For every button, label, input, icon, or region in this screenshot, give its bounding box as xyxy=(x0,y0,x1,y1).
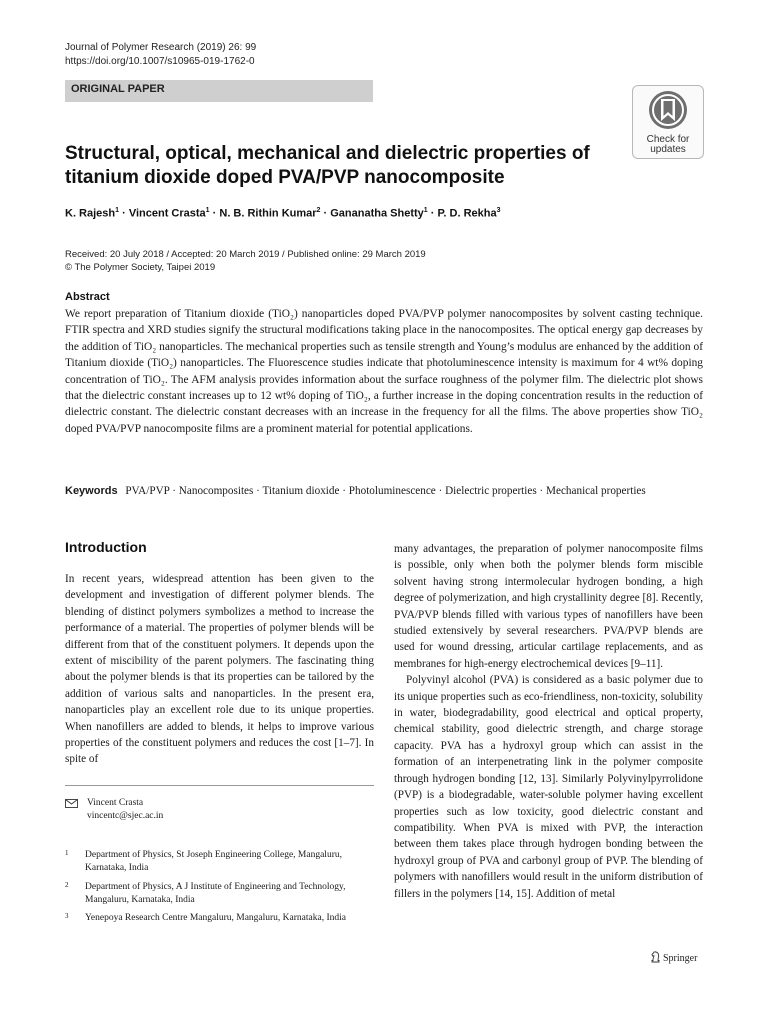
affiliation-item xyxy=(65,912,374,928)
introduction-heading: Introduction xyxy=(65,539,147,555)
body-column-left xyxy=(65,571,374,768)
envelope-icon xyxy=(65,799,78,808)
affiliation-number: 1 xyxy=(65,849,69,857)
publisher-name: Springer xyxy=(663,953,698,964)
bookmark-ribbon-icon xyxy=(648,90,688,130)
author-affil-sup: 1 xyxy=(423,207,428,214)
affiliation-item xyxy=(65,881,374,909)
article-history xyxy=(65,248,426,274)
copyright-line xyxy=(65,261,426,274)
author-affil-sup: 2 xyxy=(316,207,321,214)
section-label-band xyxy=(65,80,373,102)
footnote-rule xyxy=(65,785,374,786)
author-separator: · xyxy=(212,207,217,220)
affiliation-text: Yenepoya Research Centre Mangaluru, Mangaluru, Karnataka, India xyxy=(85,913,346,923)
author-separator: · xyxy=(122,207,126,220)
check-for-updates-line1: Check for xyxy=(646,134,690,145)
affiliation-item xyxy=(65,849,374,877)
intro-paragraph: In recent years, widespread attention has been given to the development and investigation of different polymer blends. The blending of distinct polymers symbolizes a method to increase the performance of a material. The properties of polymer blends will be different from that of the constituent polymers. It depends upon the extent of miscibility of the parent polymers. The fascinating thing about the polymer blends is that its properties can be tailored by the addition of various salts and nanoparticles. In the present era, nanoparticles play an excellent role due to its unique properties. When nanofillers are added to blends, it helps to improve various properties of the constituent polymers and reduces the cost [1–7]. In spite of xyxy=(65,573,374,766)
intro-paragraph: Polyvinyl alcohol (PVA) is considered as a basic polymer due to its unique properties such as eco-friendliness, non-toxicity, solubility in water, biodegradability, good electrical and optical property, chemical stability, good dielectric strength, and charge storage capacity. PVA has a hydroxyl group which can assist in the formation of an interpenetrating link in the polymer composite through hydrogen bonding [12, 13]. Similarly Polyvinylpyrrolidone (PVP) is a biodegradable, water-soluble polymer having excellent properties such as low toxicity, good dielectric constant and compatibility. When PVA is mixed with PVP, the interaction between them takes place through hydrogen bonding between the hydroxyl group of PVA and carbonyl group of PVP. The blending of polymers with nanofillers would result in the uniform distribution of fillers in the polymers [14, 15]. Addition of metal xyxy=(394,674,703,900)
journal-header xyxy=(65,41,256,69)
author-name[interactable]: Gananatha Shetty xyxy=(330,207,424,220)
affiliation-number: 3 xyxy=(65,912,69,920)
copyright-text: The Polymer Society, Taipei 2019 xyxy=(74,262,216,273)
abstract-heading: Abstract xyxy=(65,291,110,303)
correspondence xyxy=(65,797,374,827)
author-affil-sup: 1 xyxy=(115,207,120,214)
affiliation-text: Department of Physics, A J Institute of Engineering and Technology, Mangaluru, Karnataka, India xyxy=(85,882,346,905)
intro-paragraph: many advantages, the preparation of polymer nanocomposite films is possible, only when both the polymer blends form miscible solvent having strong intermolecular hydrogen bonding, a high degree of polymerization, and high crystallinity degree [8]. Recently, PVA/PVP blends filled with various types of nanofillers have been studied extensively by several researchers. PVA/PVP blends are used for wound dressing, articular cartilage replacements, and as membranes for high-energy electrochemical devices [9–11]. xyxy=(394,543,703,670)
author-affil-sup: 1 xyxy=(205,207,210,214)
copyright-icon: © xyxy=(65,262,72,273)
author-separator: · xyxy=(323,207,328,220)
author-list xyxy=(65,207,501,220)
corresponding-email[interactable]: vincentc@sjec.ac.in xyxy=(87,811,164,821)
journal-citation: Journal of Polymer Research (2019) 26: 99 xyxy=(65,42,257,53)
author-name[interactable]: K. Rajesh xyxy=(65,207,116,220)
author-name[interactable]: P. D. Rekha xyxy=(437,207,497,220)
keywords xyxy=(65,485,646,497)
section-label: ORIGINAL PAPER xyxy=(71,83,165,95)
chess-knight-icon xyxy=(650,951,661,963)
abstract-text: We report preparation of Titanium dioxide (TiO₂) nanoparticles doped PVA/PVP polymer nanocomposites by solvent casting technique. FTIR spectra and XRD studies signify the structural modifications taking place in the nanocomposites. The optical energy gap decreases by the addition of TiO₂ nanoparticles. The mechanical properties such as tensile strength and Young’s modulus are enhanced by the addition of Titanium dioxide (TiO₂) nanoparticles. The Fluorescence studies indicate that photoluminescence intensity is maximum for 4 wt% doping concentration of TiO₂. The AFM analysis provides information about the surface roughness of the polymer film. The dielectric plot shows that the dielectric constant increases up to 12 wt% doping of TiO₂, a further increase in the doping concentration results in the reduction of dielectric constant. The dielectric constant decreases with an increase in the frequency for all the films. The above properties show TiO₂ doped PVA/PVP nanocomposite films are a prominent material for potential applications. xyxy=(65,308,703,435)
history-dates: Received: 20 July 2018 / Accepted: 20 March 2019 / Published online: 29 March 2019 xyxy=(65,249,426,260)
corresponding-author: Vincent Crasta xyxy=(87,798,144,808)
check-for-updates-line2: updates xyxy=(650,144,686,155)
affiliation-text: Department of Physics, St Joseph Engineering College, Mangaluru, Karnataka, India xyxy=(85,850,342,873)
doi-link[interactable]: https://doi.org/10.1007/s10965-019-1762-0 xyxy=(65,56,255,67)
author-name[interactable]: Vincent Crasta xyxy=(128,207,206,220)
affiliation-number: 2 xyxy=(65,881,69,889)
keywords-label: Keywords xyxy=(65,485,118,497)
publisher-logo xyxy=(650,951,697,964)
check-for-updates-badge[interactable] xyxy=(632,85,704,159)
author-separator: · xyxy=(430,207,435,220)
paper-title: Structural, optical, mechanical and dielectric properties of titanium dioxide doped PVA/PVP nanocomposite xyxy=(65,143,590,188)
author-affil-sup: 3 xyxy=(496,207,501,214)
body-column-right xyxy=(394,541,703,902)
author-name[interactable]: N. B. Rithin Kumar xyxy=(219,207,317,220)
keywords-items: PVA/PVP · Nanocomposites · Titanium dioxide · Photoluminescence · Dielectric properties · Mechanical properties xyxy=(125,485,646,497)
